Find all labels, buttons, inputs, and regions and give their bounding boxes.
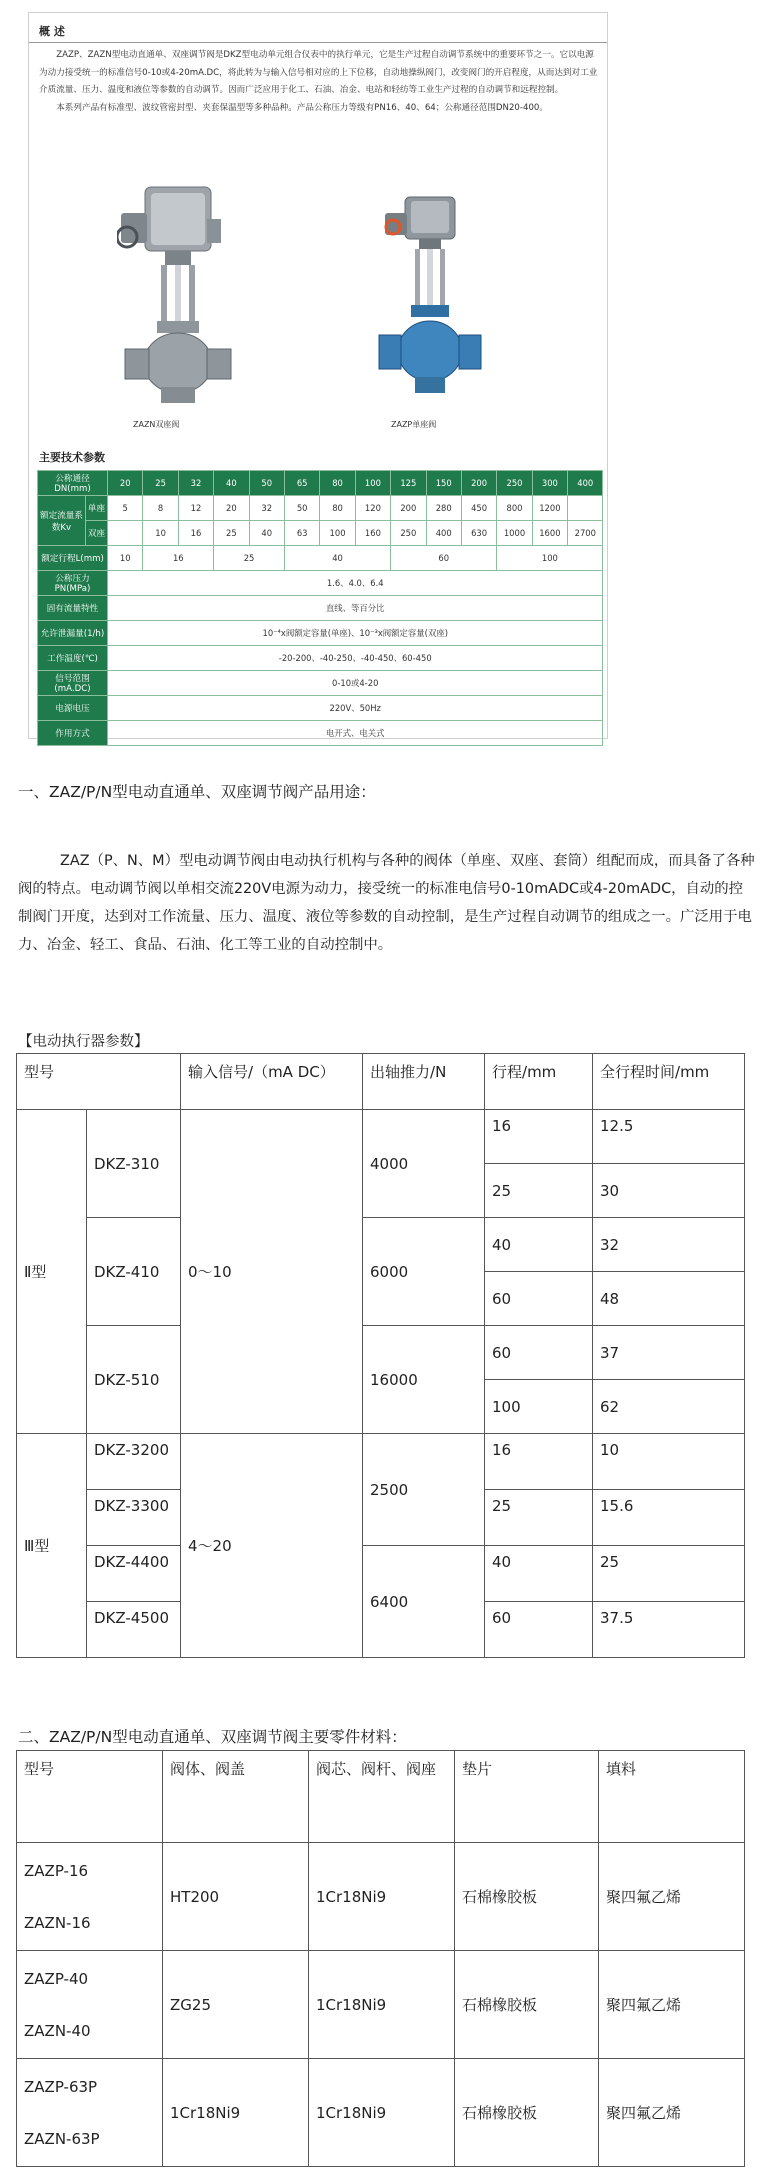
- spec-single-cell: 20: [214, 496, 249, 521]
- spec-label-double: 双座: [86, 521, 108, 546]
- spec-row-signal: [38, 671, 603, 696]
- gasket-cell: 石棉橡胶板: [455, 1951, 599, 2059]
- spec-label: 电源电压: [38, 696, 108, 721]
- spec-stroke-cell: 10: [108, 546, 143, 571]
- spec-dn-cell: 100: [355, 471, 390, 496]
- spec-value: -20-200、-40-250、-40-450、60-450: [108, 646, 603, 671]
- table-row: [17, 1843, 745, 1951]
- spec-value: 10⁻⁴x阀额定容量(单座)、10⁻³x阀额定容量(双座): [108, 621, 603, 646]
- zazp-caption: ZAZP单座阀: [391, 420, 437, 429]
- model-cell: [17, 2059, 163, 2167]
- header-core: 阀芯、阀杆、阀座: [309, 1751, 455, 1843]
- header-thrust: 出轴推力/N: [363, 1054, 485, 1110]
- spec-single-cell: 50: [284, 496, 319, 521]
- model-cell: DKZ-310: [87, 1110, 181, 1218]
- overview-text: ZAZP、ZAZN型电动直通单、双座调节阀是DKZ型电动单元组合仪表中的执行单元，它是生产过程自动调节系统中的重要环节之一。它以电源为动力接受统一的标准信号0-10或4-20mA.DC，将此转为与输入信号相对应的上下位移，自动地操纵阀门，改变阀门的开启程度，从而达到对工业介质流量、压力、温度和液位等参数的自动调节。因而广泛应用于化工、石油、冶金、电站和轻纺等工业生产过程的自动调节和远程控制。 本系列产品有标准型、波纹管密封型、夹套保温型等多种品种。产品公称压力等级有PN16、40、64；公称通径范围DN20-400。: [39, 50, 598, 113]
- table-row: [17, 1218, 745, 1272]
- actuator-title: 【电动执行器参数】: [18, 1034, 149, 1050]
- spec-double-cell: 100: [320, 521, 355, 546]
- spec-single-cell: 1200: [532, 496, 567, 521]
- thrust-cell: 16000: [363, 1326, 485, 1434]
- spec-label-stroke: 额定行程L(mm): [38, 546, 108, 571]
- spec-stroke-cell: 100: [497, 546, 603, 571]
- model-line: ZAZN-63P: [24, 2129, 100, 2148]
- signal-cell: 0～10: [181, 1110, 363, 1434]
- stroke-cell: 40: [485, 1546, 593, 1602]
- spec-row-action: [38, 721, 603, 746]
- spec-row-single: [38, 496, 603, 521]
- stroke-cell: 40: [485, 1218, 593, 1272]
- time-cell: 10: [593, 1434, 745, 1490]
- spec-single-cell: 120: [355, 496, 390, 521]
- spec-dn-cell: 50: [249, 471, 284, 496]
- spec-stroke-cell: 40: [284, 546, 390, 571]
- time-cell: 37: [593, 1326, 745, 1380]
- stroke-cell: 25: [485, 1164, 593, 1218]
- spec-single-cell: 450: [461, 496, 496, 521]
- header-packing: 填料: [599, 1751, 745, 1843]
- spec-double-cell: 1000: [497, 521, 532, 546]
- spec-double-cell: 630: [461, 521, 496, 546]
- table-row: [17, 1434, 745, 1490]
- spec-double-cell: [108, 521, 143, 546]
- spec-label: 公称压力PN(MPa): [38, 571, 108, 596]
- spec-dn-cell: 150: [426, 471, 461, 496]
- model-line: ZAZP-40: [24, 1969, 89, 1988]
- thrust-cell: 2500: [363, 1434, 485, 1546]
- time-cell: 37.5: [593, 1602, 745, 1658]
- spec-double-cell: 16: [178, 521, 213, 546]
- spec-label: 允许泄漏量(1/h): [38, 621, 108, 646]
- section1-paragraph: ZAZ（P、N、M）型电动调节阀由电动执行机构与各种的阀体（单座、双座、套筒）组配而成，而具备了各种阀的特点。电动调节阀以单相交流220V电源为动力，接受统一的标准电信号0-10mADC或4-20mADC，自动的控制阀门开度，达到对工作流量、压力、温度、液位等参数的自动控制，是生产过程自动调节的组成之一。广泛用于电力、冶金、轻工、食品、石油、化工等工业的自动控制中。: [18, 853, 755, 953]
- spec-double-cell: 25: [214, 521, 249, 546]
- spec-stroke-cell: 60: [391, 546, 497, 571]
- model-cell: DKZ-510: [87, 1326, 181, 1434]
- spec-double-cell: 400: [426, 521, 461, 546]
- header-time: 全行程时间/mm: [593, 1054, 745, 1110]
- packing-cell: 聚四氟乙烯: [599, 2059, 745, 2167]
- spec-table: [37, 470, 603, 746]
- table-row: [17, 2059, 745, 2167]
- spec-double-cell: 160: [355, 521, 390, 546]
- core-cell: 1Cr18Ni9: [309, 2059, 455, 2167]
- spec-row-dn: [38, 471, 603, 496]
- spec-label: 工作温度(℃): [38, 646, 108, 671]
- stroke-cell: 60: [485, 1272, 593, 1326]
- table-row: [17, 1546, 745, 1602]
- spec-double-cell: 2700: [568, 521, 603, 546]
- stroke-cell: 25: [485, 1490, 593, 1546]
- model-line: ZAZN-16: [24, 1913, 91, 1932]
- zazn-caption: ZAZN双座阀: [133, 420, 180, 429]
- spec-stroke-cell: 25: [214, 546, 285, 571]
- type-ii-cell: Ⅱ型: [17, 1110, 87, 1434]
- spec-single-cell: 32: [249, 496, 284, 521]
- time-cell: 15.6: [593, 1490, 745, 1546]
- spec-single-cell: 200: [391, 496, 426, 521]
- spec-row-power: [38, 696, 603, 721]
- stroke-cell: 16: [485, 1434, 593, 1490]
- spec-single-cell: 12: [178, 496, 213, 521]
- spec-double-cell: 250: [391, 521, 426, 546]
- product-spec-panel: [28, 12, 608, 739]
- header-stroke: 行程/mm: [485, 1054, 593, 1110]
- section1-title: 一、ZAZ/P/N型电动直通单、双座调节阀产品用途：: [18, 783, 376, 801]
- header-body: 阀体、阀盖: [163, 1751, 309, 1843]
- time-cell: 25: [593, 1546, 745, 1602]
- spec-row-pn: [38, 571, 603, 596]
- stroke-cell: 60: [485, 1602, 593, 1658]
- body-cell: HT200: [163, 1843, 309, 1951]
- packing-cell: 聚四氟乙烯: [599, 1843, 745, 1951]
- spec-title: 主要技术参数: [39, 451, 105, 464]
- overview-title: 概 述: [39, 25, 65, 38]
- spec-row-leak: [38, 621, 603, 646]
- model-cell: [17, 1843, 163, 1951]
- model-line: ZAZP-63P: [24, 2077, 98, 2096]
- spec-value: 220V、50Hz: [108, 696, 603, 721]
- stroke-cell: 16: [485, 1110, 593, 1164]
- model-cell: DKZ-3200: [87, 1434, 181, 1490]
- thrust-cell: 6000: [363, 1218, 485, 1326]
- spec-label-dn: 公称通径DN(mm): [38, 471, 108, 496]
- time-cell: 32: [593, 1218, 745, 1272]
- spec-stroke-cell: 16: [143, 546, 214, 571]
- stroke-cell: 60: [485, 1326, 593, 1380]
- spec-dn-cell: 32: [178, 471, 213, 496]
- spec-label: 信号范围(mA.DC): [38, 671, 108, 696]
- table-row: [17, 1326, 745, 1380]
- spec-row-double: [38, 521, 603, 546]
- section2-title: 二、ZAZ/P/N型电动直通单、双座调节阀主要零件材料：: [18, 1728, 407, 1746]
- spec-dn-cell: 65: [284, 471, 319, 496]
- table-row: [17, 1110, 745, 1164]
- model-cell: DKZ-4500: [87, 1602, 181, 1658]
- core-cell: 1Cr18Ni9: [309, 1843, 455, 1951]
- spec-dn-cell: 125: [391, 471, 426, 496]
- gasket-cell: 石棉橡胶板: [455, 1843, 599, 1951]
- spec-double-cell: 63: [284, 521, 319, 546]
- time-cell: 48: [593, 1272, 745, 1326]
- spec-dn-cell: 400: [568, 471, 603, 496]
- spec-single-cell: 800: [497, 496, 532, 521]
- gasket-cell: 石棉橡胶板: [455, 2059, 599, 2167]
- model-cell: DKZ-3300: [87, 1490, 181, 1546]
- materials-table: [16, 1750, 745, 2167]
- model-cell: [17, 1951, 163, 2059]
- zazp-single-seat-valve-image: [375, 193, 485, 403]
- model-cell: DKZ-410: [87, 1218, 181, 1326]
- header-model: 型号: [17, 1054, 181, 1110]
- time-cell: 12.5: [593, 1110, 745, 1164]
- spec-single-cell: 5: [108, 496, 143, 521]
- spec-dn-cell: 300: [532, 471, 567, 496]
- body-cell: 1Cr18Ni9: [163, 2059, 309, 2167]
- spec-label: 固有流量特性: [38, 596, 108, 621]
- time-cell: 62: [593, 1380, 745, 1434]
- packing-cell: 聚四氟乙烯: [599, 1951, 745, 2059]
- actuator-table: [16, 1053, 745, 1658]
- table-row: [17, 1951, 745, 2059]
- spec-double-cell: 1600: [532, 521, 567, 546]
- spec-single-cell: 80: [320, 496, 355, 521]
- spec-dn-cell: 20: [108, 471, 143, 496]
- stroke-cell: 100: [485, 1380, 593, 1434]
- spec-dn-cell: 80: [320, 471, 355, 496]
- thrust-cell: 4000: [363, 1110, 485, 1218]
- body-cell: ZG25: [163, 1951, 309, 2059]
- type-iii-cell: Ⅲ型: [17, 1434, 87, 1658]
- spec-row-flow: [38, 596, 603, 621]
- signal-cell: 4～20: [181, 1434, 363, 1658]
- table-header-row: [17, 1054, 745, 1110]
- header-model: 型号: [17, 1751, 163, 1843]
- model-line: ZAZN-40: [24, 2021, 91, 2040]
- model-cell: DKZ-4400: [87, 1546, 181, 1602]
- spec-dn-cell: 200: [461, 471, 496, 496]
- spec-label: 作用方式: [38, 721, 108, 746]
- thrust-cell: 6400: [363, 1546, 485, 1658]
- spec-dn-cell: 40: [214, 471, 249, 496]
- table-header-row: [17, 1751, 745, 1843]
- spec-single-cell: 280: [426, 496, 461, 521]
- model-line: ZAZP-16: [24, 1861, 89, 1880]
- spec-dn-cell: 250: [497, 471, 532, 496]
- spec-dn-cell: 25: [143, 471, 178, 496]
- spec-single-cell: [568, 496, 603, 521]
- spec-double-cell: 40: [249, 521, 284, 546]
- spec-label-single: 单座: [86, 496, 108, 521]
- spec-double-cell: 10: [143, 521, 178, 546]
- spec-row-stroke: [38, 546, 603, 571]
- spec-value: 直线、等百分比: [108, 596, 603, 621]
- overview-divider: [29, 42, 607, 43]
- header-signal: 输入信号/（mA DC）: [181, 1054, 363, 1110]
- header-gasket: 垫片: [455, 1751, 599, 1843]
- core-cell: 1Cr18Ni9: [309, 1951, 455, 2059]
- zazn-double-seat-valve-image: [117, 183, 237, 408]
- spec-label-kv: 额定流量系数Kv: [38, 496, 86, 546]
- spec-value: 电开式、电关式: [108, 721, 603, 746]
- spec-value: 1.6、4.0、6.4: [108, 571, 603, 596]
- time-cell: 30: [593, 1164, 745, 1218]
- spec-row-temp: [38, 646, 603, 671]
- spec-value: 0-10或4-20: [108, 671, 603, 696]
- spec-single-cell: 8: [143, 496, 178, 521]
